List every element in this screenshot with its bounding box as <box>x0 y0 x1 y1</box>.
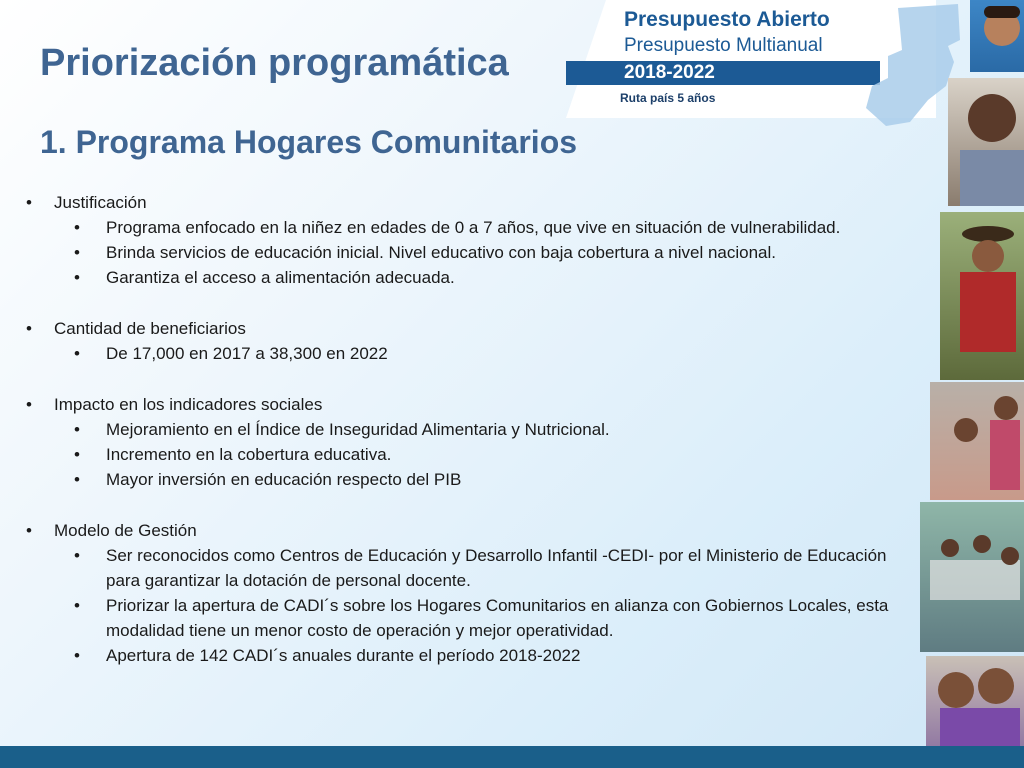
section-heading: • Modelo de Gestión <box>24 518 914 543</box>
banner-title: Presupuesto Abierto <box>624 8 830 31</box>
bullet-item: • Brinda servicios de educación inicial. Nivel educativo con baja cobertura a nivel nacional. <box>24 240 914 265</box>
bullet-item: • Priorizar la apertura de CADI´s sobre los Hogares Comunitarios en alianza con Gobiernos Locales, esta modalidad tiene un menor costo de operación y mejor operatividad. <box>24 593 914 643</box>
bullet-item: • Mayor inversión en educación respecto del PIB <box>24 467 914 492</box>
banner-years: 2018-2022 <box>624 62 715 83</box>
section-heading: • Cantidad de beneficiarios <box>24 316 914 341</box>
photo-strip <box>920 0 1024 760</box>
bullet-item: • Garantiza el acceso a alimentación adecuada. <box>24 265 914 290</box>
bullet-item: • Incremento en la cobertura educativa. <box>24 442 914 467</box>
bullet-item: • Ser reconocidos como Centros de Educación y Desarrollo Infantil -CEDI- por el Ministerio de Educación para garantizar la dotación de personal docente. <box>24 543 914 593</box>
photo-collage <box>920 0 1024 760</box>
bullet-item: • Programa enfocado en la niñez en edades de 0 a 7 años, que vive en situación de vulnerabilidad. <box>24 215 914 240</box>
banner-years-bar <box>566 61 880 85</box>
bottom-bar <box>0 746 1024 768</box>
section-beneficiarios <box>24 316 914 366</box>
slide-title: Priorización programática <box>40 42 509 84</box>
section-modelo-gestion <box>24 518 914 668</box>
banner-subtitle: Presupuesto Multianual <box>624 35 823 56</box>
section-impacto <box>24 392 914 492</box>
bullet-item: • Mejoramiento en el Índice de Inseguridad Alimentaria y Nutricional. <box>24 417 914 442</box>
bullet-content <box>24 190 914 694</box>
section-heading: • Justificación <box>24 190 914 215</box>
slide-subtitle: 1. Programa Hogares Comunitarios <box>40 124 578 160</box>
bullet-item: • De 17,000 en 2017 a 38,300 en 2022 <box>24 341 914 366</box>
section-justificacion <box>24 190 914 290</box>
banner-route: Ruta país 5 años <box>620 91 716 105</box>
bullet-item: • Apertura de 142 CADI´s anuales durante el período 2018-2022 <box>24 643 914 668</box>
section-heading: • Impacto en los indicadores sociales <box>24 392 914 417</box>
